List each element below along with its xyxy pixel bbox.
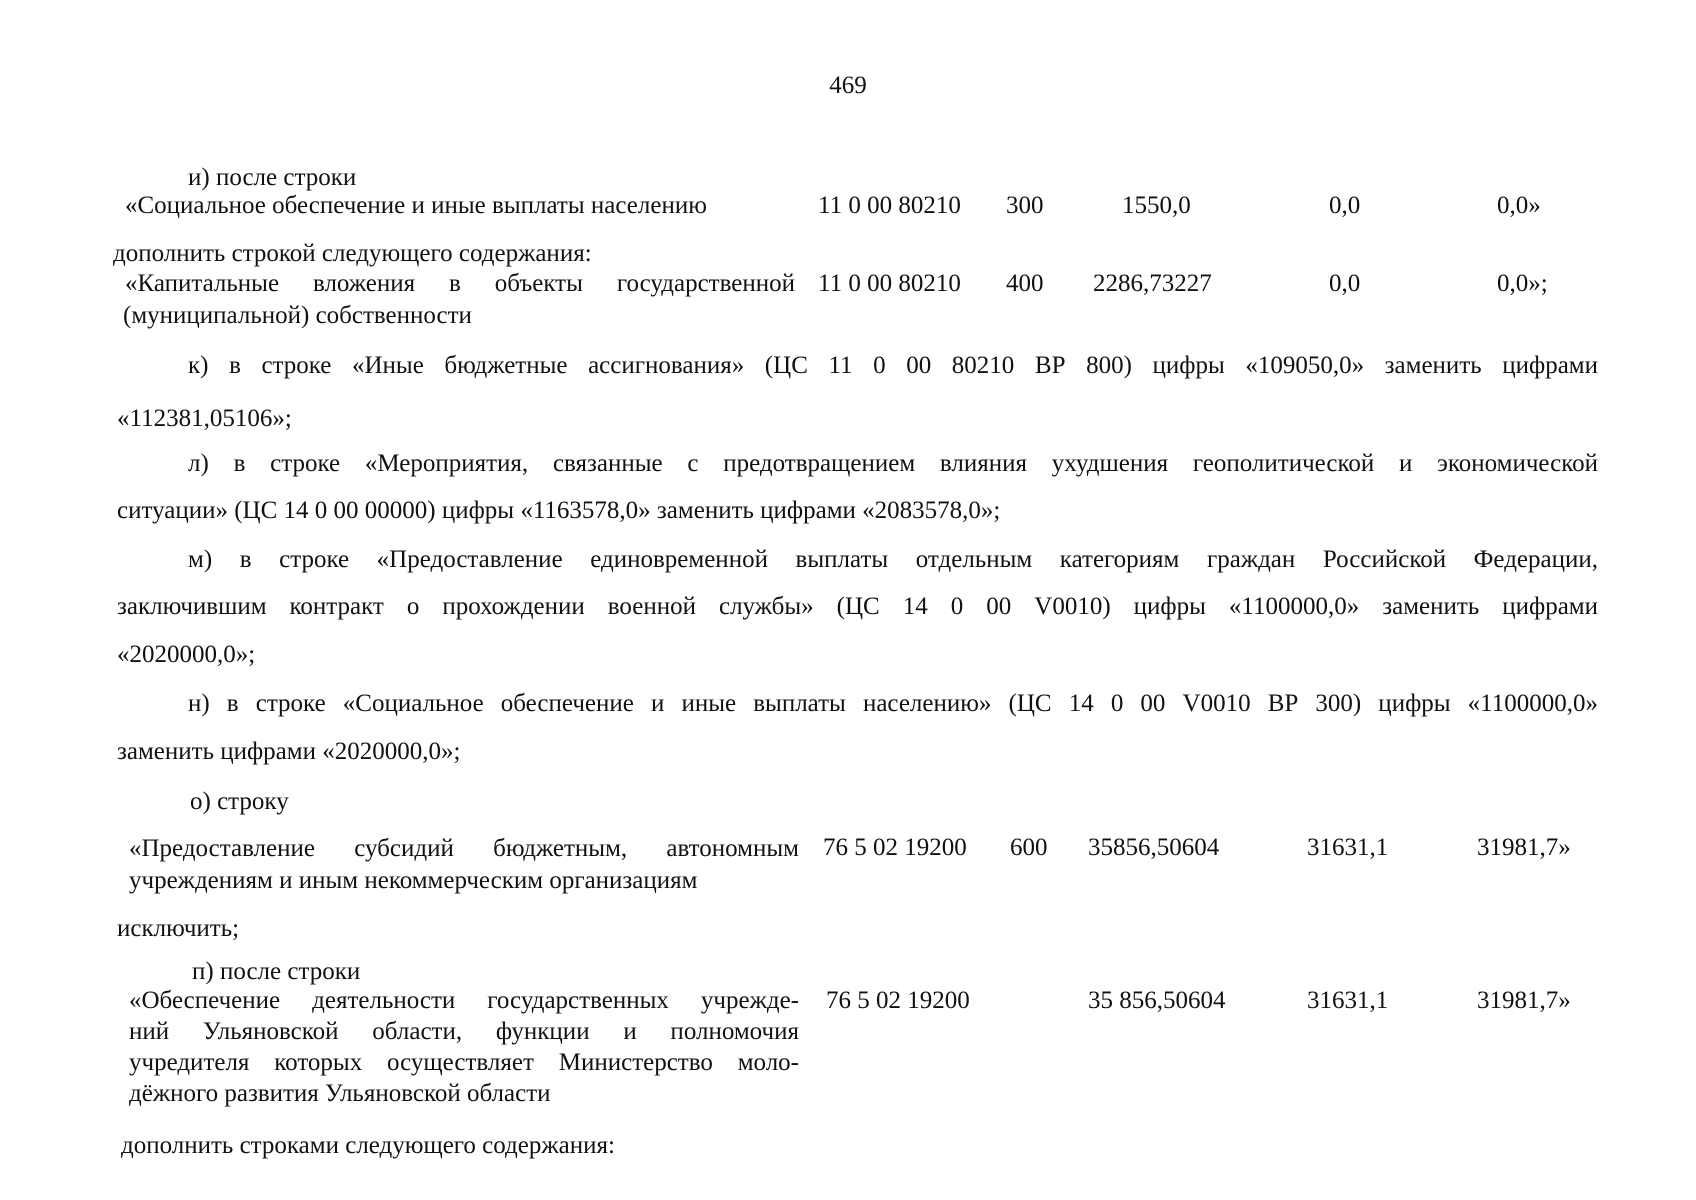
table-cell-vr: 600 xyxy=(1010,834,1048,861)
table-cell-value-3: 0,0» xyxy=(1497,192,1541,219)
table-cell-value-3: 31981,7» xyxy=(1477,834,1571,861)
item-l-line-1: л) в строке «Мероприятия, связанные с предотвращением влияния ухудшения геополитической и экономической xyxy=(188,450,1598,477)
table-row-name-line-1: «Капитальные вложения в объекты государственной xyxy=(125,270,795,297)
table-cell-value-3: 0,0»; xyxy=(1497,270,1548,297)
item-k-line-1: к) в строке «Иные бюджетные ассигнования» (ЦС 11 0 00 80210 ВР 800) цифры «109050,0» заменить цифрами xyxy=(188,352,1598,379)
item-p-intro: п) после строки xyxy=(192,958,361,985)
table-cell-cs: 11 0 00 80210 xyxy=(818,270,961,297)
table-row-name-line-3: учредителя которых осуществляет Министерство моло- xyxy=(129,1049,799,1076)
table-cell-value-1: 2286,73227 xyxy=(1093,270,1212,297)
table-cell-value-2: 31631,1 xyxy=(1307,834,1389,861)
item-p-add: дополнить строками следующего содержания: xyxy=(121,1132,615,1159)
table-cell-vr: 300 xyxy=(1006,192,1044,219)
item-o-intro: о) строку xyxy=(190,788,289,815)
table-cell-value-2: 0,0 xyxy=(1329,192,1361,219)
item-m-line-2: заключившим контракт о прохождении военной службы» (ЦС 14 0 00 V0010) цифры «1100000,0» заменить цифрами xyxy=(117,593,1598,620)
item-n-line-2: заменить цифрами «2020000,0»; xyxy=(117,738,461,765)
item-m-line-1: м) в строке «Предоставление единовременной выплаты отдельным категориям граждан Российской Федерации, xyxy=(188,546,1598,573)
table-row-name: «Социальное обеспечение и иные выплаты населению xyxy=(125,192,707,219)
item-n-line-1: н) в строке «Социальное обеспечение и иные выплаты населению» (ЦС 14 0 00 V0010 ВР 300) цифры «1100000,0» xyxy=(188,690,1598,717)
table-cell-cs: 76 5 02 19200 xyxy=(826,987,970,1014)
item-m-line-3: «2020000,0»; xyxy=(117,641,256,668)
table-cell-cs: 11 0 00 80210 xyxy=(818,192,961,219)
page-number: 469 xyxy=(829,72,867,99)
table-cell-value-1: 35856,50604 xyxy=(1088,834,1220,861)
item-i-add: дополнить строкой следующего содержания: xyxy=(113,240,592,267)
table-row-name-line-1: «Обеспечение деятельности государственных учрежде- xyxy=(129,987,799,1014)
table-cell-value-1: 1550,0 xyxy=(1122,192,1191,219)
item-l-line-2: ситуации» (ЦС 14 0 00 00000) цифры «1163578,0» заменить цифрами «2083578,0»; xyxy=(117,497,1001,524)
table-cell-vr: 400 xyxy=(1006,270,1044,297)
table-cell-value-1: 35 856,50604 xyxy=(1088,987,1226,1014)
table-row-name-line-2: ний Ульяновской области, функции и полномочия xyxy=(129,1018,799,1045)
item-o-exclude: исключить; xyxy=(117,915,240,942)
table-cell-cs: 76 5 02 19200 xyxy=(823,834,967,861)
item-i-intro: и) после строки xyxy=(188,164,357,191)
table-cell-value-2: 0,0 xyxy=(1329,270,1361,297)
table-row-name-line-4: дёжного развития Ульяновской области xyxy=(129,1080,551,1107)
table-cell-value-2: 31631,1 xyxy=(1307,987,1389,1014)
table-row-name-line-1: «Предоставление субсидий бюджетным, автономным xyxy=(129,835,799,862)
table-row-name-line-2: учреждениям и иным некоммерческим организациям xyxy=(129,867,698,894)
table-cell-value-3: 31981,7» xyxy=(1477,987,1571,1014)
table-row-name-line-2: (муниципальной) собственности xyxy=(123,302,472,329)
item-k-line-2: «112381,05106»; xyxy=(117,405,292,432)
